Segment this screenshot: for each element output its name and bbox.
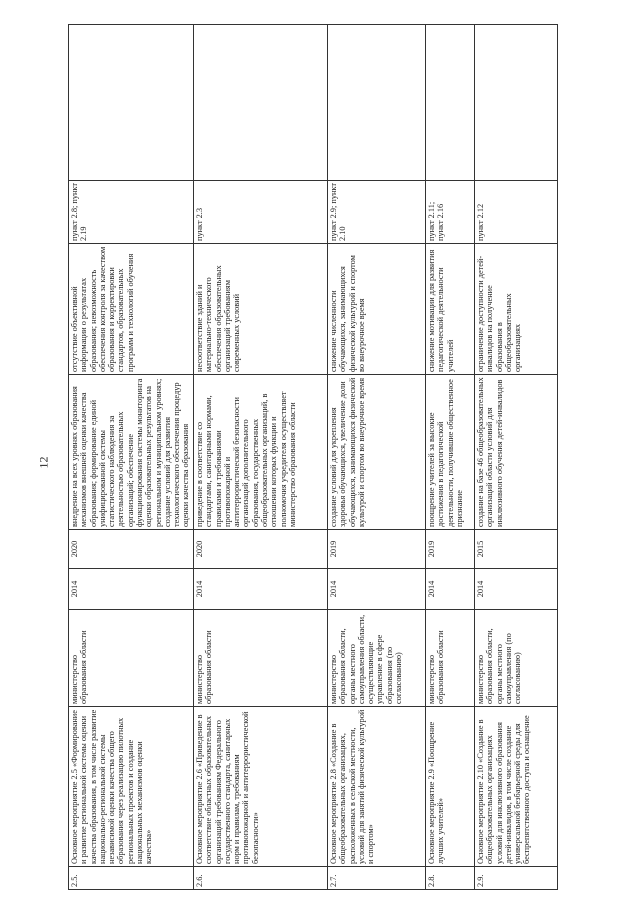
indicator-reference: пункт 2.11; пункт 2.16 (426, 181, 475, 244)
row-number: 2.5. (69, 867, 194, 890)
table-row (194, 25, 328, 890)
measure-name: Основное мероприятие 2.6 «Приведение в соответствие областных образовательных организаций требованиям Федерального государственного стандарта, санитарных норм и правилам, требованиям противопожарной и антитеррористической безопасности» (194, 707, 328, 867)
row-number: 2.7. (328, 867, 426, 890)
indicator-reference: пункт 2.8; пункт 2.19 (69, 181, 194, 244)
measures-table (68, 24, 558, 890)
table-row (475, 25, 558, 890)
expected-result: создание на базе 46 общеобразовательных организаций области условий для инклюзивного обучения детей-инвалидов (475, 375, 558, 530)
year-start: 2014 (426, 569, 475, 610)
rotated-table-container (68, 70, 568, 890)
row-number: 2.9. (475, 867, 558, 890)
year-end: 2020 (194, 530, 328, 569)
executor: министерство образования области (194, 610, 328, 707)
empty-cell (475, 25, 558, 181)
year-end: 2019 (328, 530, 426, 569)
measure-name: Основное мероприятие 2.5 «Формирование и развитие региональной системы оценки качества образования, в том числе развитие национально-региональной системы независимой оценки качества общего образования через реализацию пилотных региональных проектов и создание национальных механизмов оценки качества» (69, 707, 194, 867)
executor: министерство образования области (426, 610, 475, 707)
indicator-reference: пункт 2.3 (194, 181, 328, 244)
expected-result: приведение в соответствие со стандартами, санитарными нормами, правилами и требованиями противопожарной и антитеррористической безопасности организаций дополнительного образования, государственных общеобразовательных организаций, в отношении которых функции и полномочия учредителя осуществляет министерство образования области (194, 375, 328, 530)
expected-result: поощрение учителей за высокие достижения в педагогической деятельности, получившие общественное признание (426, 375, 475, 530)
expected-result: создание условий для укрепления здоровья обучающихся, увеличение доли обучающихся, занимающихся физической культурой и спортом во внеурочное время (328, 375, 426, 530)
indicator-reference: пункт 2.12 (475, 181, 558, 244)
executor: министерство образования области, органы местного самоуправления (по согласованию) (475, 610, 558, 707)
measure-name: Основное мероприятие 2.9 «Поощрение лучших учителей» (426, 707, 475, 867)
non-implementation-consequence: снижение мотивации для развития педагогической деятельности учителей (426, 244, 475, 375)
year-start: 2014 (194, 569, 328, 610)
empty-cell (426, 25, 475, 181)
measure-name: Основное мероприятие 2.10 «Создание в общеобразовательных организациях условий для инклюзивного образования детей-инвалидов, в том числе создание универсальной безбарьерной среды для беспрепятственного доступа и оснащение (475, 707, 558, 867)
non-implementation-consequence: снижение численности обучающихся, занимающихся физической культурой и спортом во внеурочное время (328, 244, 426, 375)
row-number: 2.6. (194, 867, 328, 890)
non-implementation-consequence: отсутствие объективной информации о результатах образования; невозможность обеспечения контроля за качеством образования и корректировки стандартов, образовательных программ и технологий обучения (69, 244, 194, 375)
year-start: 2014 (69, 569, 194, 610)
page-number: 12 (36, 456, 51, 469)
row-number: 2.8. (426, 867, 475, 890)
table-row (426, 25, 475, 890)
year-end: 2020 (69, 530, 194, 569)
empty-cell (69, 25, 194, 181)
year-start: 2014 (328, 569, 426, 610)
non-implementation-consequence: несоответствие зданий и материально-технического обеспечения образовательных организаций требованиям современных условий (194, 244, 328, 375)
executor: министерство образования области (69, 610, 194, 707)
empty-cell (194, 25, 328, 181)
empty-cell (328, 25, 426, 181)
non-implementation-consequence: ограничение доступности детей-инвалидов на получение образования в общеобразовательных организациях (475, 244, 558, 375)
year-end: 2015 (475, 530, 558, 569)
year-end: 2019 (426, 530, 475, 569)
year-start: 2014 (475, 569, 558, 610)
table-row (69, 25, 194, 890)
measure-name: Основное мероприятие 2.8 «Создание в общеобразовательных организациях, расположенных в сельской местности, условий для занятий физической культурой и спортом» (328, 707, 426, 867)
executor: министерство образования области, органы местного самоуправления области, осуществляющие управление в сфере образования (по согласованию) (328, 610, 426, 707)
indicator-reference: пункт 2.9; пункт 2.10 (328, 181, 426, 244)
expected-result: внедрение на всех уровнях образования механизмов внешней оценки качества образования; формирование единой унифицированной системы статистического наблюдения за деятельностью образовательных организаций; обеспечение функционирования системы мониторинга оценки образовательных результатов на региональном и муниципальном уровнях; создание условий для развития технологического обеспечения процедур оценки качества образования (69, 375, 194, 530)
table-row (328, 25, 426, 890)
